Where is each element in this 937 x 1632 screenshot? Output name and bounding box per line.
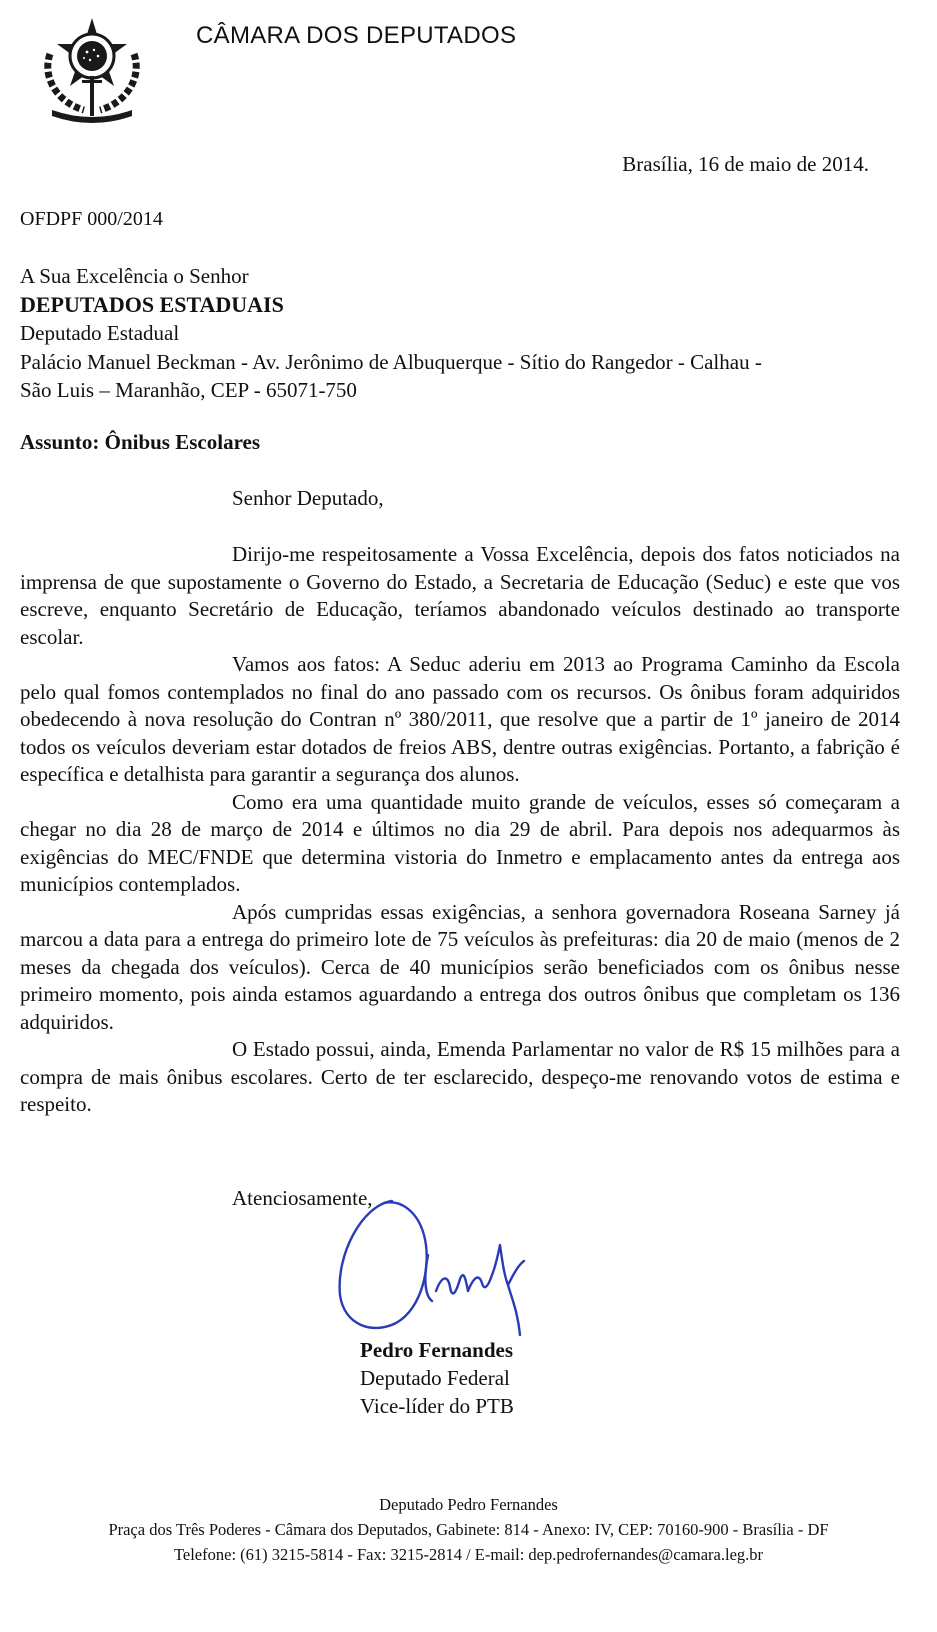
- letter-body: [20, 541, 900, 1119]
- signer-role: Vice-líder do PTB: [360, 1394, 514, 1418]
- body-paragraph: O Estado possui, ainda, Emenda Parlamentar no valor de R$ 15 milhões para a compra de mais ônibus escolares. Certo de ter esclarecido, despeço-me renovando votos de estima e respeito.: [20, 1037, 900, 1116]
- handwritten-signature-icon: [332, 1195, 542, 1357]
- signer-block: [360, 1336, 514, 1420]
- recipient-role: Deputado Estadual: [20, 321, 180, 345]
- recipient-salutation: A Sua Excelência o Senhor: [20, 264, 249, 288]
- footer-address: Praça dos Três Poderes - Câmara dos Deputados, Gabinete: 814 - Anexo: IV, CEP: 70160-900 - Brasília - DF: [108, 1520, 829, 1539]
- body-paragraph: Vamos aos fatos: A Seduc aderiu em 2013 ao Programa Caminho da Escola pelo qual fomos contemplados no final do ano passado com os recursos. Os ônibus foram adquiridos obedecendo à nova resolução do Contran nº 380/2011, que resolve que a partir de 1º janeiro de 2014 todos os veículos deveriam estar dotados de freios ABS, dentre outras exigências. Portanto, a fabrição é específica e detalhista para garantir a segurança dos alunos.: [20, 652, 900, 786]
- letter-footer: [0, 1492, 937, 1567]
- signer-name: Pedro Fernandes: [360, 1338, 514, 1362]
- body-paragraph: Como era uma quantidade muito grande de veículos, esses só começaram a chegar no dia 28 de março de 2014 e últimos no dia 29 de abril. Para depois nos adequarmos às exigências do MEC/FNDE que determina vistoria do Inmetro e emplacamento antes da entrega aos municípios contemplados.: [20, 789, 900, 896]
- coat-of-arms-emblem: [32, 14, 152, 124]
- footer-contact: Telefone: (61) 3215-5814 - Fax: 3215-2814 / E-mail: dep.pedrofernandes@camara.leg.br: [173, 1545, 764, 1564]
- recipient-block: [20, 262, 762, 405]
- signature: [332, 1195, 542, 1357]
- letter-date: Brasília, 16 de maio de 2014.: [622, 152, 869, 176]
- signer-title: Deputado Federal: [360, 1366, 510, 1390]
- body-paragraph: Após cumpridas essas exigências, a senhora governadora Roseana Sarney já marcou a data para a entrega do primeiro lote de 75 veículos às prefeituras: dia 20 de maio (menos de 2 meses da chegada dos veículos). Cerca de 40 municípios serão beneficiados com os ônibus nesse primeiro momento, pois ainda estamos aguardando a entrega dos outros ônibus que completam os 136 adquiridos.: [20, 899, 900, 1034]
- recipient-name: DEPUTADOS ESTADUAIS: [20, 291, 284, 317]
- footer-name: Deputado Pedro Fernandes: [379, 1495, 558, 1514]
- letter-closing: Atenciosamente,: [232, 1186, 373, 1210]
- document-reference: OFDPF 000/2014: [20, 208, 163, 230]
- recipient-address-line2: São Luis – Maranhão, CEP - 65071-750: [20, 378, 357, 402]
- brazil-coat-of-arms-icon: [32, 14, 152, 124]
- letter-subject: Assunto: Ônibus Escolares: [20, 430, 261, 454]
- body-paragraph: Dirijo-me respeitosamente a Vossa Excelência, depois dos fatos noticiados na imprensa de que supostamente o Governo do Estado, a Secretaria de Educação (Seduc) e este que vos escreve, enquanto Secretário de Educação, teríamos abandonado veículos destinado ao transporte escolar.: [20, 542, 900, 649]
- recipient-address-line1: Palácio Manuel Beckman - Av. Jerônimo de Albuquerque - Sítio do Rangedor - Calhau -: [20, 349, 762, 374]
- letter-greeting: Senhor Deputado,: [232, 486, 384, 510]
- institution-name: CÂMARA DOS DEPUTADOS: [196, 22, 517, 49]
